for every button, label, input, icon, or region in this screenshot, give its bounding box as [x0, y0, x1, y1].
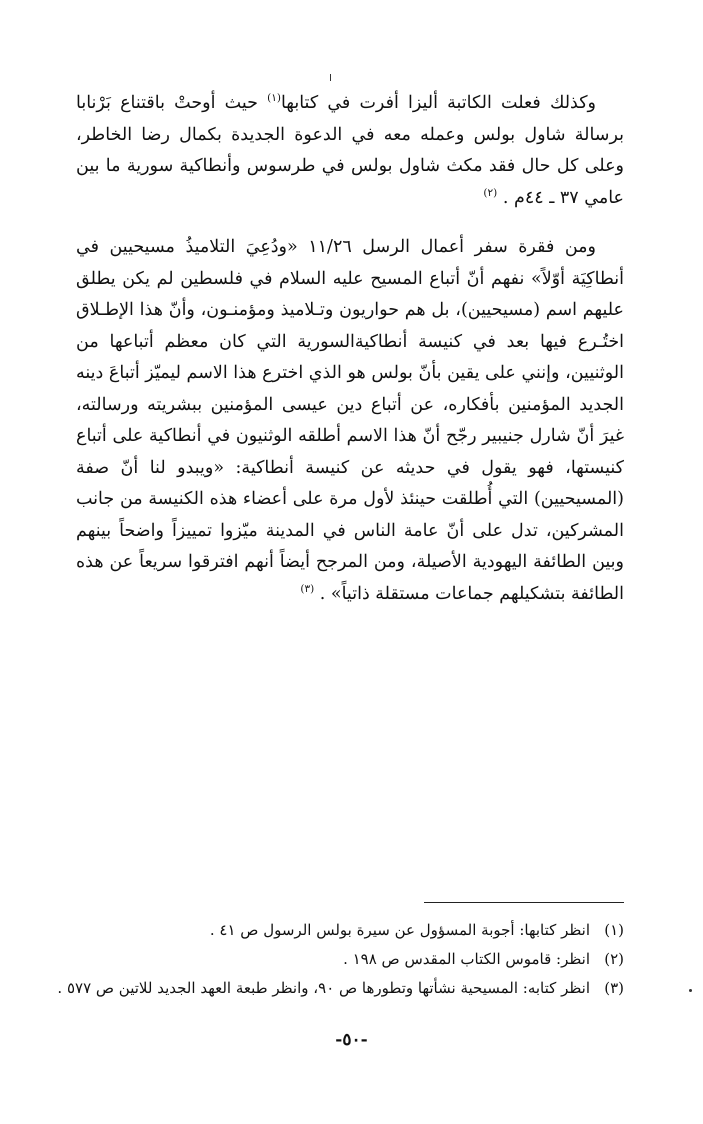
footnote-text: انظر كتابه: المسيحية نشأتها وتطورها ص ٩٠، وانظر طبعة العهد الجديد للاتين ص ٥٧٧ . [57, 979, 590, 997]
paragraph-1-text [76, 88, 624, 214]
footnote-item [64, 945, 624, 974]
footnote-ref-2: (٢) [483, 186, 498, 199]
paragraph-1-part-1: وكذلك فعلت الكاتبة أليزا أفرت في كتابها [280, 93, 597, 113]
paragraph-2-text [76, 232, 624, 610]
scan-dot [689, 989, 692, 992]
footnote-number: (١) [604, 921, 624, 939]
footnote-item [57, 974, 624, 1003]
footnote-ref-1: (١) [267, 92, 281, 105]
scan-mark [330, 74, 331, 81]
paragraph-2-part-1: ومن فقرة سفر أعمال الرسل ١١/٢٦ «ودُعِيَ التلاميذُ مسيحيين في أنطاكِيَة أوّلاً» نفهم أنّ أتباع المسيح عليه السلام في فلسطين لم يكن يطلق عليهم اسم (مسيحيين)، بل هم حواريون وتـلاميذ ومؤمنـون، وأنّ هذا الإطـلاق اختُـرع فيها بعد في كنيسة أنطاكيةالسورية التي كان معظم أتباعها من الوثنيين، وإنني على يقين بأنّ بولس هو الذي اخترع هذا الاسم ليميّز أتباعَ دينه الجديد المؤمنين بأفكاره، عن أتباع دين عيسى المؤمنين ببشريته ورسالته، غيرَ أنّ شارل جنيبير رجّح أنّ هذا الاسم أطلقه الوثنيون في أنطاكية على أتباع كنيستها، فهو يقول في حديثه عن كنيسة أنطاكية: «ويبدو لنا أنّ صفة (المسيحيين) التي أُطلقت حينئذ لأول مرة على أعضاء هذه الكنيسة من جانب المشركين، تدل على أنّ عامة الناس في المدينة ميّزوا تمييزاً واضحاً بينهم وبين الطائفة اليهودية الأصيلة، ومن المرجح أيضاً أنهم افترقوا سريعاً عن هذه الطائفة بتشكيلهم جماعات مستقلة ذاتياً» . [76, 237, 624, 604]
paragraph-2 [76, 232, 624, 610]
footnote-number: (٢) [604, 950, 624, 968]
footnote-ref-3: (٣) [300, 582, 315, 595]
footnote-number: (٣) [604, 979, 624, 997]
footnote-separator [424, 902, 624, 903]
footnote-text: انظر: قاموس الكتاب المقدس ص ١٩٨ . [343, 950, 590, 968]
paragraph-1-part-2: حيث أوحتْ باقتناع بَرْنابا برسالة شاول بولس وعمله معه في الدعوة الجديدة بكمال رضا الخاطر، وعلى كل حال فقد مكث شاول بولس في طرسوس وأنطاكية سورية ما بين عامي ٣٧ ـ ٤٤م . [76, 93, 624, 208]
page-number: -٥٠- [335, 1030, 368, 1050]
footnote-item [64, 916, 624, 945]
footnote-text: انظر كتابها: أجوبة المسؤول عن سيرة بولس الرسول ص ٤١ . [209, 921, 590, 939]
footnotes [57, 916, 624, 1003]
paragraph-1 [76, 88, 624, 214]
